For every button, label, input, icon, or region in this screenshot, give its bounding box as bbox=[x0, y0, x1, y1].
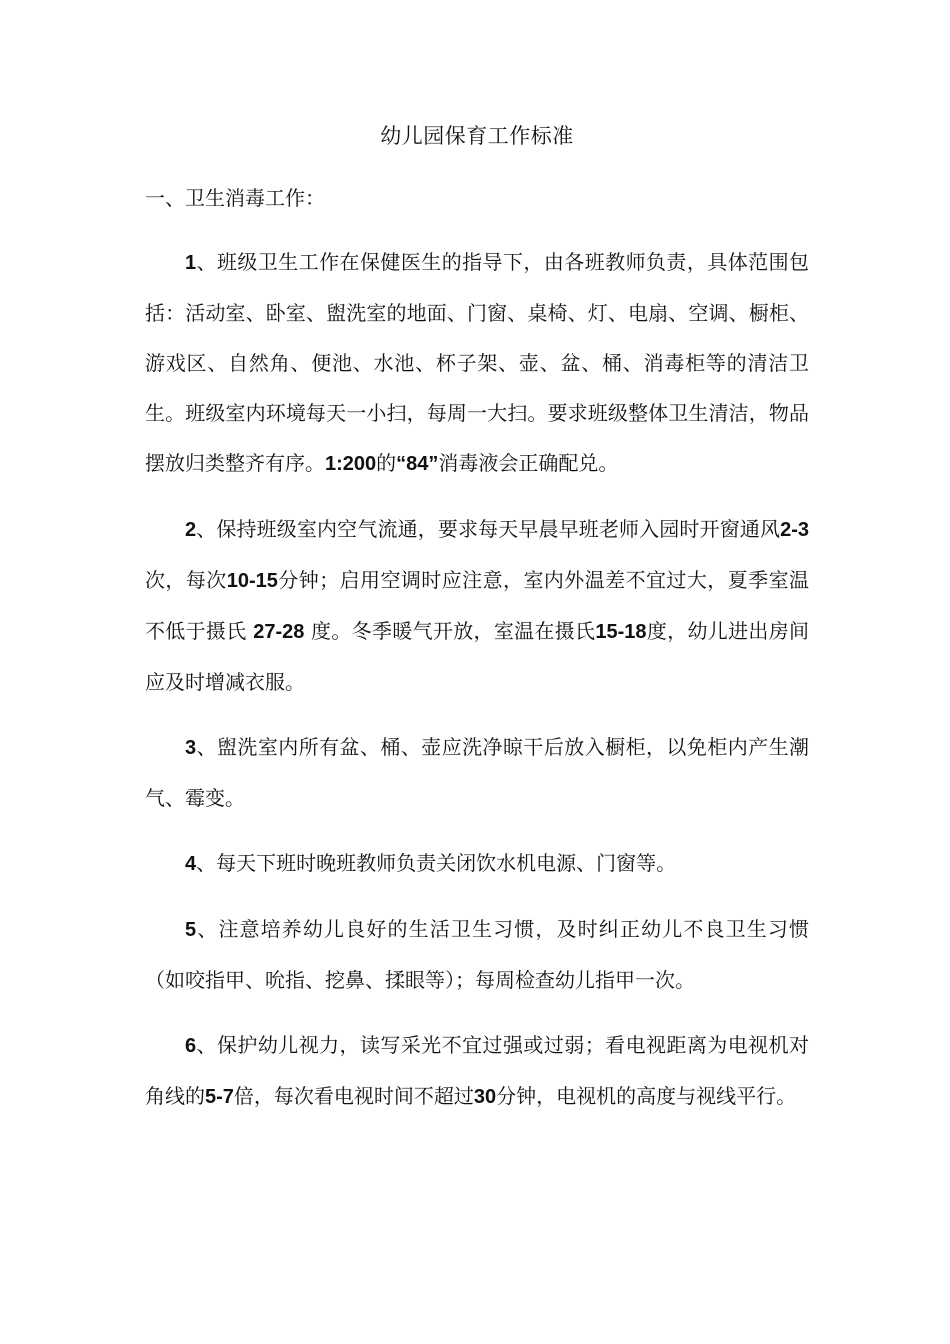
item-text: 分钟；启用空调时应注意，室内外温差不宜过大，夏季室温不低于摄氏 bbox=[145, 568, 810, 643]
item-text: 的 bbox=[376, 451, 397, 475]
item-text: 、保持班级室内空气流通，要求每天早晨早班老师入园时开窗通风 bbox=[196, 517, 781, 541]
disinfectant-name: “84” bbox=[396, 453, 439, 475]
item-text: 分钟，电视机的高度与视线平行。 bbox=[496, 1084, 797, 1108]
item-text: 、盥洗室内所有盆、桶、壶应洗净晾干后放入橱柜，以免柜内产生潮气、霉变。 bbox=[145, 735, 809, 810]
document-body bbox=[145, 112, 809, 1122]
numeric-value: 27-28 bbox=[253, 621, 305, 643]
list-item-1 bbox=[145, 237, 809, 489]
list-item-6 bbox=[145, 1020, 809, 1122]
item-text: 、班级卫生工作在保健医生的指导下，由各班教师负责，具体范围包括：活动室、卧室、盥洗室的地面、门窗、桌椅、灯、电扇、空调、橱柜、游戏区、自然角、便池、水池、杯子架、壶、盆、桶、消毒柜等的清洁卫生。班级室内环境每天一小扫，每周一大扫。要求班级整体卫生清洁，物品摆放归类整齐有序。 bbox=[145, 250, 809, 475]
numeric-value: 2-3 bbox=[780, 519, 809, 541]
list-item-2 bbox=[145, 504, 809, 707]
item-text: 、注意培养幼儿良好的生活卫生习惯，及时纠正幼儿不良卫生习惯（如咬指甲、吮指、挖鼻、揉眼等）；每周检查幼儿指甲一次。 bbox=[145, 917, 809, 992]
item-text: 次，每次 bbox=[145, 568, 227, 592]
item-text: 倍，每次看电视时间不超过 bbox=[233, 1084, 474, 1108]
item-number: 3 bbox=[185, 737, 197, 759]
item-number: 2 bbox=[185, 519, 197, 541]
item-number: 6 bbox=[185, 1035, 197, 1057]
item-text: 、每天下班时晚班教师负责关闭饮水机电源、门窗等。 bbox=[196, 851, 677, 875]
item-text: 、保护幼儿视力，读写采光不宜过强或过弱；看电视距离为电视机对角线的 bbox=[145, 1033, 809, 1108]
list-item-3 bbox=[145, 722, 809, 823]
item-number: 1 bbox=[185, 252, 197, 274]
section-heading: 一、卫生消毒工作： bbox=[145, 186, 325, 210]
list-item-5 bbox=[145, 904, 809, 1005]
numeric-value: 5-7 bbox=[205, 1086, 234, 1108]
numeric-value: 15-18 bbox=[595, 621, 647, 643]
numeric-value: 30 bbox=[473, 1086, 497, 1108]
document-title: 幼儿园保育工作标准 bbox=[380, 124, 574, 148]
ratio-value: 1:200 bbox=[325, 453, 377, 475]
item-number: 5 bbox=[185, 919, 197, 941]
list-item-4 bbox=[145, 838, 809, 889]
item-text: 度。冬季暖气开放，室温在摄氏 bbox=[304, 619, 596, 643]
item-text: 消毒液会正确配兑。 bbox=[438, 451, 619, 475]
item-text: 度，幼儿进出房间应及时增减衣服。 bbox=[145, 619, 810, 694]
numeric-value: 10-15 bbox=[226, 570, 278, 592]
item-number: 4 bbox=[185, 853, 197, 875]
